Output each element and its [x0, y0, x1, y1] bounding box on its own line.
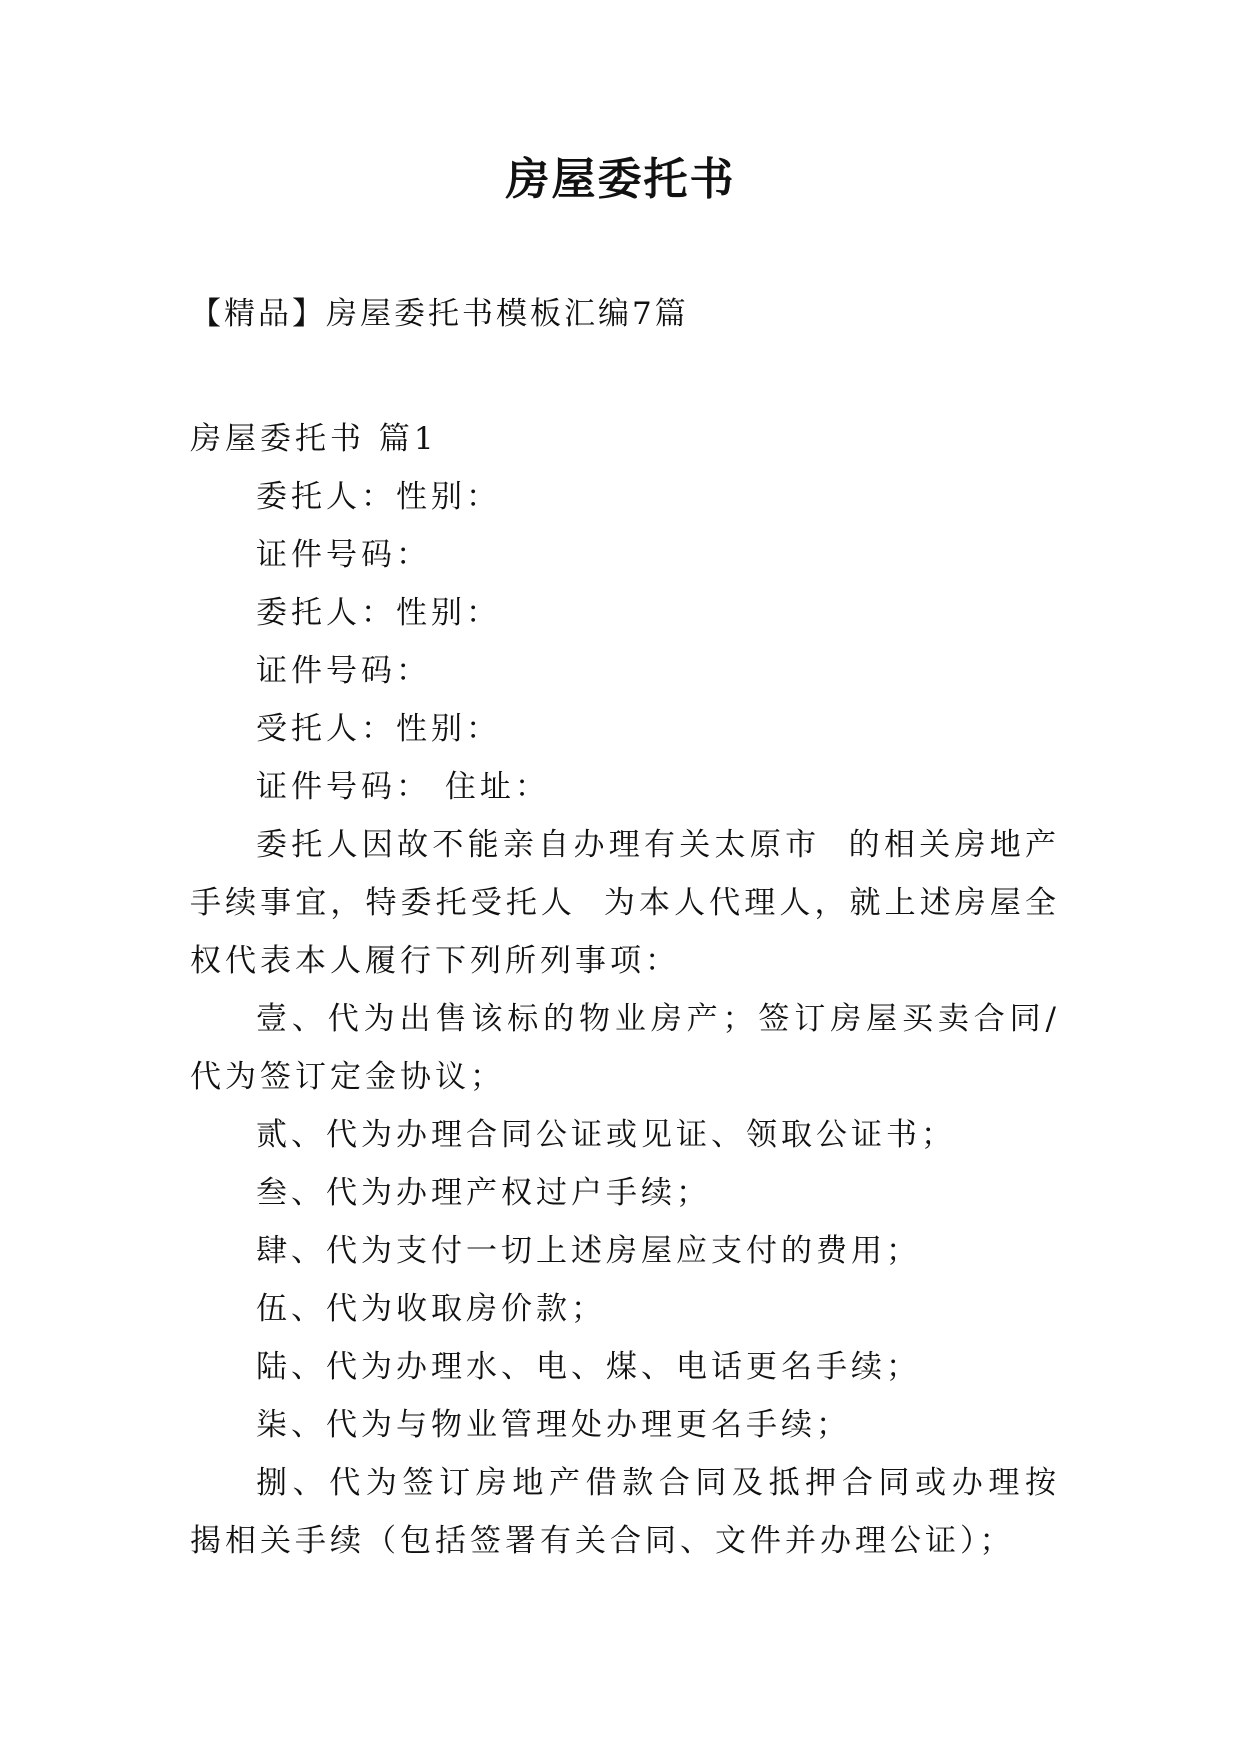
list-item: 捌、代为签订房地产借款合同及抵押合同或办理按揭相关手续（包括签署有关合同、文件并办理公证）；: [190, 1465, 1060, 1559]
list-item: 伍、代为收取房价款；: [256, 1291, 606, 1327]
list-item: 柒、代为与物业管理处办理更名手续；: [256, 1407, 851, 1443]
list-item: 叁、代为办理产权过户手续；: [256, 1175, 711, 1211]
field-line: 证件号码：: [256, 537, 431, 573]
list-item: 壹、代为出售该标的物业房产；签订房屋买卖合同/代为签订定金协议；: [190, 1001, 1060, 1095]
document-subtitle: 【精品】房屋委托书模板汇编7篇: [190, 296, 689, 332]
field-line: 委托人：性别：: [256, 479, 501, 515]
document-title: 房屋委托书: [505, 154, 736, 205]
field-line: 证件号码：: [256, 653, 431, 689]
list-item: 陆、代为办理水、电、煤、电话更名手续；: [256, 1349, 921, 1385]
document-body: [190, 410, 1060, 1570]
field-line: 受托人：性别：: [256, 711, 501, 747]
list-item: 贰、代为办理合同公证或见证、领取公证书；: [256, 1117, 956, 1153]
section-heading: 房屋委托书 篇1: [190, 421, 438, 457]
field-line: 证件号码： 住址：: [256, 769, 550, 805]
list-item: 肆、代为支付一切上述房屋应支付的费用；: [256, 1233, 921, 1269]
intro-paragraph: 委托人因故不能亲自办理有关太原市 的相关房地产手续事宜，特委托受托人 为本人代理人，就上述房屋全权代表本人履行下列所列事项：: [190, 827, 1060, 979]
field-line: 委托人：性别：: [256, 595, 501, 631]
